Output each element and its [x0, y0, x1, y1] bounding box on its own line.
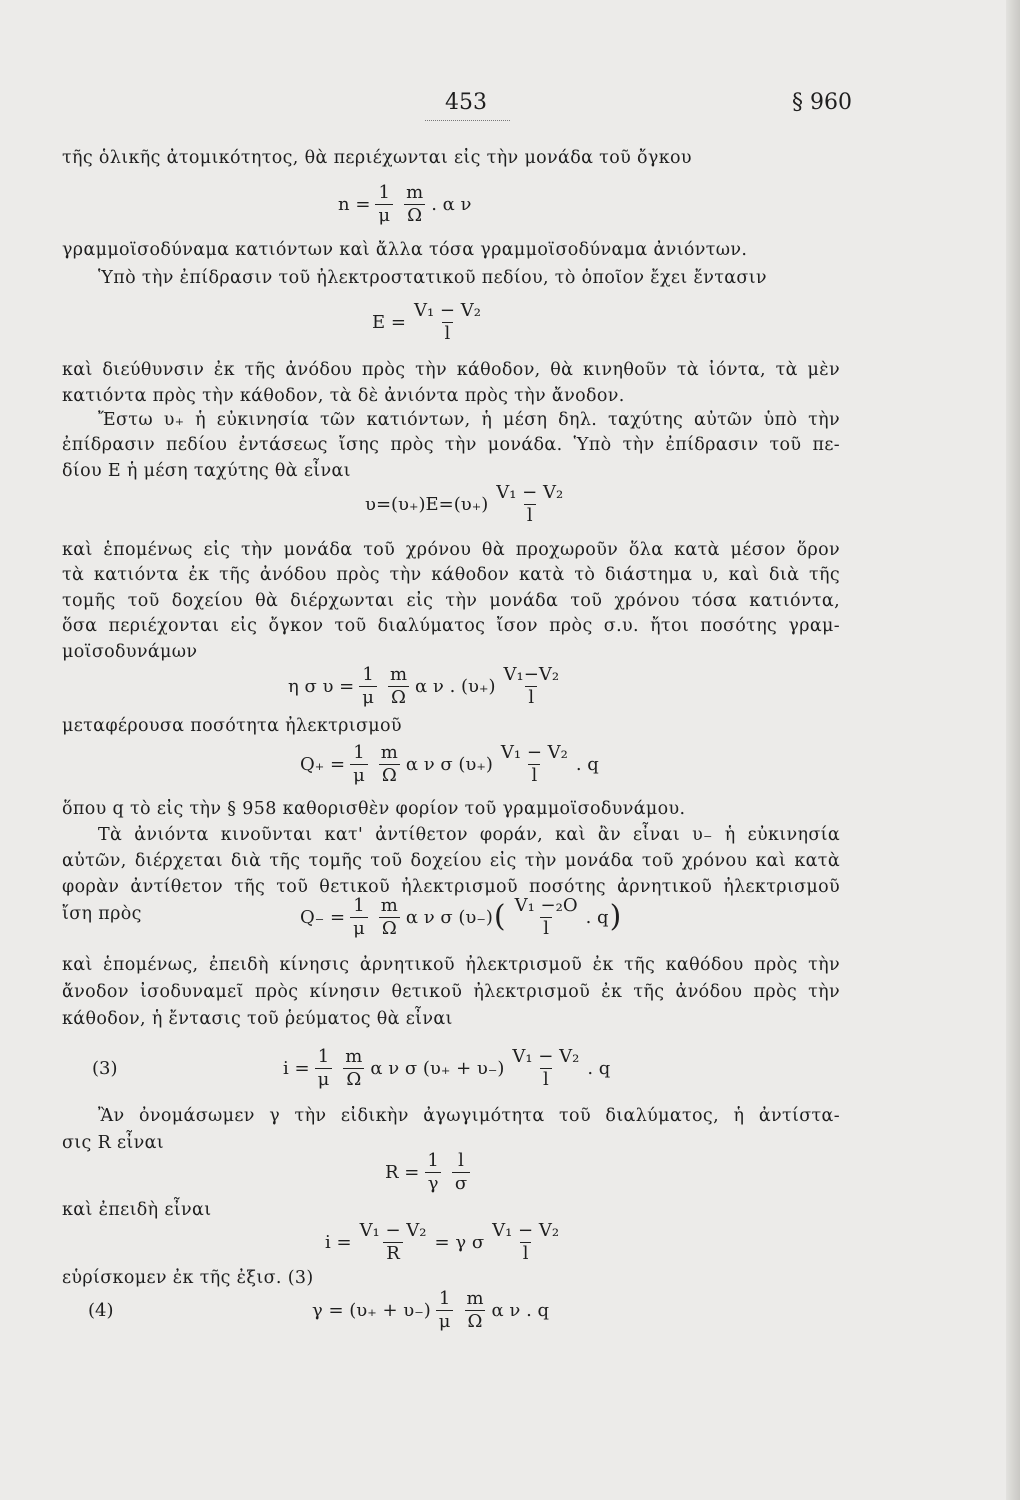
text-line: τῆς ὁλικῆς ἀτομικότητος, θὰ περιέχωνται εἰς τὴν μονάδα τοῦ ὄγκου: [62, 148, 692, 168]
fraction: $\frac{\text{V₁ −₂O}}{l}$: [514, 894, 578, 939]
fraction: $\frac{1}{\mu}$: [359, 665, 377, 708]
text-line: ἴση πρὸς: [62, 904, 142, 924]
equation-velocity: υ=(υ₊)E=(υ₊) $\frac{\text{V₁ − V₂}}{l}$: [365, 482, 571, 526]
equation-number-3: (3): [92, 1058, 118, 1079]
text-line: γραμμοϊσοδύναμα κατιόντων καὶ ἄλλα τόσα γραμμοϊσοδύναμα ἀνιόντων.: [62, 240, 748, 260]
fraction: $\frac{m}{\Omega}$: [380, 894, 398, 939]
equation-E: E = $\frac{\text{V₁ − V₂}}{l}$: [372, 300, 489, 344]
equation-Q-minus: Q₋ = $\frac{1}{\mu}$ $\frac{m}{\Omega}$ α ν σ (υ₋) ( $\frac{\text{V₁ −₂O}}{l}$ . q ): [300, 894, 622, 939]
equation-n: n = $\frac{1}{\mu}$ $\frac{m}{\Omega}$ . α ν: [338, 181, 472, 226]
text-line: κατιόντα πρὸς τὴν κάθοδον, τὰ δὲ ἀνιόντα πρὸς τὴν ἄνοδον.: [62, 386, 625, 406]
fraction: $\frac{\text{V₁ − V₂}}{l}$: [492, 1219, 560, 1264]
section-number: § 960: [792, 90, 852, 115]
fraction: $\frac{m}{\Omega}$: [389, 663, 408, 708]
text-line: ὅσα περιέχονται εἰς ὄγκον τοῦ διαλύματος ἴσον πρὸς σ.υ. ἤτοι ποσότης γραμ-: [62, 616, 840, 636]
text-line: τὰ κατιόντα ἐκ τῆς ἀνόδου πρὸς τὴν κάθοδον κατὰ τὸ διάστημα υ, καὶ διὰ τῆς: [62, 565, 840, 585]
fraction: $\frac{m}{\Omega}$: [406, 181, 424, 226]
fraction: $\frac{1}{\gamma}$: [424, 1151, 441, 1194]
text-line: μεταφέρουσα ποσότητα ἠλεκτρισμοῦ: [62, 716, 402, 736]
text-line: εὑρίσκομεν ἐκ τῆς ἐξισ. (3): [62, 1268, 314, 1288]
text-line: καὶ ἐπειδὴ εἶναι: [62, 1200, 212, 1220]
fraction: $\frac{1}{\mu}$: [436, 1289, 454, 1332]
fraction: $\frac{m}{\Omega}$: [380, 741, 398, 786]
text-line: σις R εἶναι: [62, 1133, 165, 1153]
equation-i: i = $\frac{\text{V₁ − V₂}}{R}$ = γ σ $\frac{\text{V₁ − V₂}}{l}$: [325, 1220, 567, 1264]
text-line: Ἂν ὀνομάσωμεν γ τὴν εἰδικὴν ἀγωγιμότητα τοῦ διαλύματος, ἡ ἀντίστα-: [98, 1106, 840, 1126]
text-line: ὅπου q τὸ εἰς τὴν § 958 καθορισθὲν φορίον τοῦ γραμμοϊσοδυνάμου.: [62, 799, 686, 819]
fraction: $\frac{l}{\sigma}$: [452, 1151, 470, 1194]
text-line: φορὰν ἀντίθετον τῆς τοῦ θετικοῦ ἠλεκτρισμοῦ ποσότης ἀρνητικοῦ ἠλεκτρισμοῦ: [62, 877, 840, 897]
text-line: καὶ διεύθυνσιν ἐκ τῆς ἀνόδου πρὸς τὴν κάθοδον, θὰ κινηθοῦν τὰ ἰόντα, τὰ μὲν: [62, 360, 840, 380]
text-line: δίου E ἡ μέση ταχύτης θὰ εἶναι: [62, 461, 351, 481]
fraction: $\frac{m}{\Omega}$: [345, 1045, 363, 1090]
page-number: 453: [445, 90, 487, 115]
text-line: τομῆς τοῦ δοχείου θὰ διέρχωνται εἰς τὴν μονάδα τοῦ χρόνου τόσα κατιόντα,: [62, 591, 840, 611]
page-number-rule: [425, 120, 510, 121]
text-line: αὐτῶν, διέρχεται διὰ τῆς τομῆς τοῦ δοχείου εἰς τὴν μονάδα τοῦ χρόνου καὶ κατὰ: [62, 851, 840, 871]
equation-nsv: η σ υ = $\frac{1}{\mu}$ $\frac{m}{\Omega}$ α ν . (υ₊) $\frac{\text{V₁−V₂}}{l}$: [288, 664, 567, 708]
fraction: $\frac{\text{V₁ − V₂}}{l}$: [500, 741, 568, 786]
fraction: $\frac{1}{\mu}$: [350, 743, 368, 786]
equation-conductivity: γ = (υ₊ + υ₋) $\frac{1}{\mu}$ $\frac{m}{\Omega}$ α ν . q: [312, 1287, 550, 1332]
page-edge-shadow: [1006, 0, 1020, 1500]
text-line: Ἔστω υ₊ ἡ εὐκινησία τῶν κατιόντων, ἡ μέση δηλ. ταχύτης αὐτῶν ὑπὸ τὴν: [98, 410, 840, 430]
text-line: Τὰ ἀνιόντα κινοῦνται κατ' ἀντίθετον φοράν, καὶ ἂν εἶναι υ₋ ἡ εὐκινησία: [98, 825, 840, 845]
fraction: $\frac{\text{V₁ − V₂}}{l}$: [413, 299, 481, 344]
text-line: καὶ ἑπομένως, ἐπειδὴ κίνησις ἀρνητικοῦ ἠλεκτρισμοῦ ἐκ τῆς καθόδου πρὸς τὴν: [62, 955, 840, 975]
equation-current: i = $\frac{1}{\mu}$ $\frac{m}{\Omega}$ α ν σ (υ₊ + υ₋) $\frac{\text{V₁ − V₂}}{l}$ . q: [283, 1045, 611, 1090]
text-line: ἄνοδον ἰσοδυναμεῖ πρὸς κίνησιν θετικοῦ ἠλεκτρισμοῦ ἐκ τῆς ἀνόδου πρὸς τὴν: [62, 982, 840, 1002]
fraction: $\frac{\text{V₁ − V₂}}{l}$: [496, 481, 564, 526]
fraction: $\frac{\text{V₁ − V₂}}{R}$: [359, 1219, 427, 1264]
text-line: κάθοδον, ἡ ἔντασις τοῦ ῥεύματος θὰ εἶναι: [62, 1009, 453, 1029]
text-line: μοϊσοδυνάμων: [62, 642, 198, 662]
fraction: $\frac{\text{V₁−V₂}}{l}$: [503, 663, 560, 708]
fraction: $\frac{1}{\mu}$: [315, 1047, 333, 1090]
text-line: Ὑπὸ τὴν ἐπίδρασιν τοῦ ἠλεκτροστατικοῦ πεδίου, τὸ ὁποῖον ἔχει ἔντασιν: [98, 268, 767, 288]
equation-R: R = $\frac{1}{\gamma}$ $\frac{l}{\sigma}$: [385, 1150, 475, 1194]
equation-number-4: (4): [88, 1300, 114, 1321]
fraction: $\frac{\text{V₁ − V₂}}{l}$: [512, 1045, 580, 1090]
text-line: καὶ ἑπομένως εἰς τὴν μονάδα τοῦ χρόνου θὰ προχωροῦν ὅλα κατὰ μέσον ὅρον: [62, 540, 840, 560]
text-line: ἐπίδρασιν πεδίου ἐντάσεως ἴσης πρὸς τὴν μονάδα. Ὑπὸ τὴν ἐπίδρασιν τοῦ πε-: [62, 435, 840, 455]
fraction: $\frac{m}{\Omega}$: [466, 1287, 484, 1332]
equation-Q-plus: Q₊ = $\frac{1}{\mu}$ $\frac{m}{\Omega}$ α ν σ (υ₊) $\frac{\text{V₁ − V₂}}{l}$ . q: [300, 741, 599, 786]
fraction: $\frac{1}{\mu}$: [375, 183, 393, 226]
fraction: $\frac{1}{\mu}$: [350, 896, 368, 939]
